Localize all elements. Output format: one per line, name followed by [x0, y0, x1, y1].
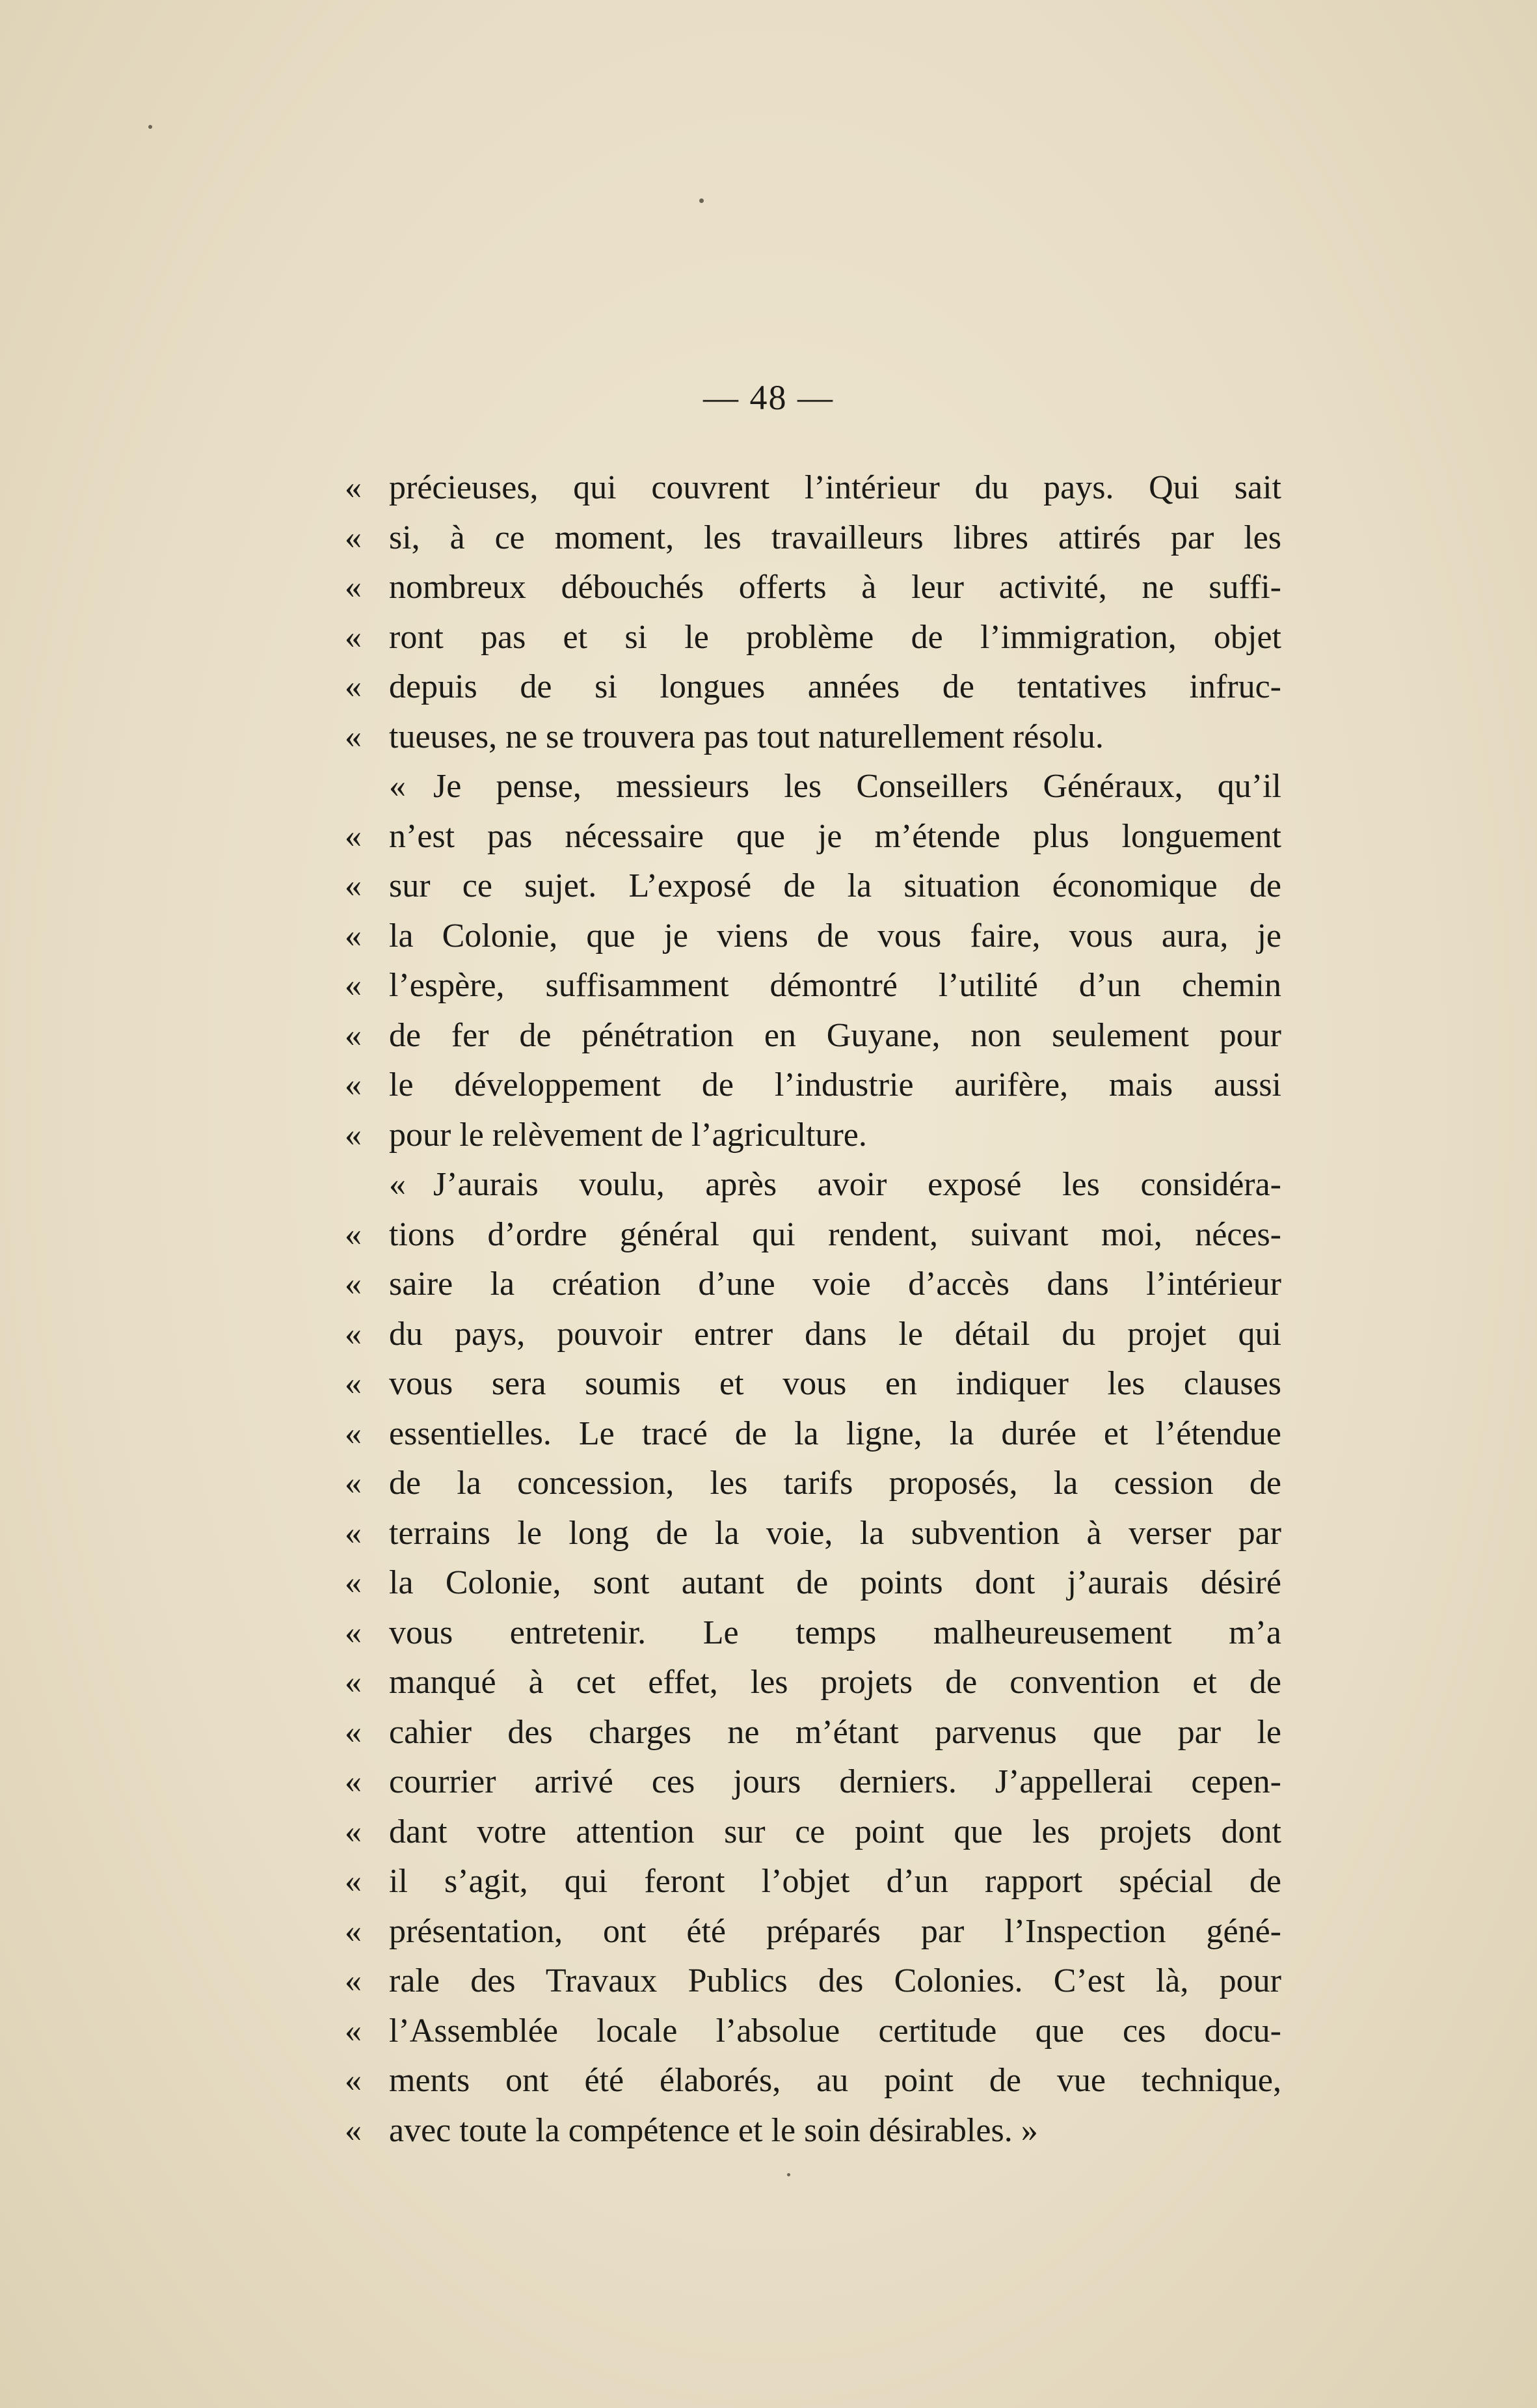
line-text: rale des Travaux Publics des Colonies. C’est là, pour: [389, 1962, 1281, 1999]
text-line: [345, 762, 1281, 812]
text-line: [345, 662, 1281, 712]
quote-mark: «: [345, 1962, 362, 1999]
line-text: du pays, pouvoir entrer dans le détail du projet qui: [389, 1315, 1281, 1353]
line-text: essentielles. Le tracé de la ligne, la durée et l’étendue: [389, 1414, 1281, 1452]
text-line: [345, 1260, 1281, 1310]
quote-mark: «: [345, 519, 362, 556]
text-line: [345, 1558, 1281, 1608]
line-text: terrains le long de la voie, la subvention à verser par: [389, 1514, 1281, 1552]
line-text: depuis de si longues années de tentatives infruc-: [389, 668, 1281, 705]
line-text: nombreux débouchés offerts à leur activité, ne suffi-: [389, 569, 1281, 606]
quote-mark: «: [345, 1465, 362, 1502]
quote-mark: «: [345, 1664, 362, 1701]
text-line: [345, 2106, 1281, 2156]
text-line: [345, 1857, 1281, 1907]
quote-mark: «: [345, 1514, 362, 1552]
ink-speck: [787, 2173, 790, 2176]
quote-mark: «: [345, 917, 362, 954]
quote-mark: «: [345, 1315, 362, 1353]
text-line: [345, 1757, 1281, 1807]
line-text: J’aurais voulu, après avoir exposé les considéra-: [433, 1166, 1281, 1203]
line-text: Je pense, messieurs les Conseillers Généraux, qu’il: [433, 768, 1281, 805]
quote-mark: «: [345, 668, 362, 705]
quote-mark: «: [345, 1912, 362, 1950]
quote-mark: «: [345, 2012, 362, 2050]
line-text: de fer de pénétration en Guyane, non seulement pour: [389, 1016, 1281, 1054]
quote-mark: «: [345, 1863, 362, 1900]
quote-mark: «: [345, 2111, 362, 2149]
body-text: [345, 463, 1281, 2156]
quote-mark: «: [345, 718, 362, 755]
quote-mark: «: [345, 1564, 362, 1601]
text-line: [345, 1409, 1281, 1459]
text-line: [345, 2007, 1281, 2057]
text-line: [345, 1956, 1281, 2007]
line-text: avec toute la compétence et le soin désirables. »: [389, 2111, 1038, 2149]
quote-mark: «: [345, 1614, 362, 1651]
quote-mark: «: [345, 1763, 362, 1800]
text-line: [345, 1807, 1281, 1858]
line-text: le développement de l’industrie aurifère, mais aussi: [389, 1066, 1281, 1103]
quote-mark: «: [345, 967, 362, 1004]
line-text: de la concession, les tarifs proposés, la cession de: [389, 1465, 1281, 1502]
line-text: ront pas et si le problème de l’immigration, objet: [389, 618, 1281, 656]
ink-speck: [699, 198, 704, 203]
page-number: — 48 —: [703, 378, 834, 417]
text-line: [345, 1509, 1281, 1559]
text-line: [345, 463, 1281, 513]
text-line: [345, 812, 1281, 862]
line-text: l’espère, suffisamment démontré l’utilité d’un chemin: [389, 967, 1281, 1004]
line-text: tueuses, ne se trouvera pas tout naturellement résolu.: [389, 718, 1104, 755]
line-text: saire la création d’une voie d’accès dans l’intérieur: [389, 1265, 1281, 1303]
quote-mark: «: [345, 2062, 362, 2099]
quote-mark: «: [389, 768, 406, 805]
text-line: [345, 613, 1281, 663]
line-text: la Colonie, sont autant de points dont j’aurais désiré: [389, 1564, 1281, 1601]
line-text: précieuses, qui couvrent l’intérieur du pays. Qui sait: [389, 469, 1281, 506]
text-line: [345, 513, 1281, 563]
line-text: sur ce sujet. L’exposé de la situation économique de: [389, 867, 1281, 904]
quote-mark: «: [345, 1066, 362, 1103]
line-text: ments ont été élaborés, au point de vue technique,: [389, 2062, 1281, 2099]
quote-mark: «: [389, 1166, 406, 1203]
text-line: [345, 1359, 1281, 1409]
text-line: [345, 1708, 1281, 1758]
quote-mark: «: [345, 569, 362, 606]
line-text: si, à ce moment, les travailleurs libres attirés par les: [389, 519, 1281, 556]
line-text: courrier arrivé ces jours derniers. J’appellerai cepen-: [389, 1763, 1281, 1800]
line-text: il s’agit, qui feront l’objet d’un rapport spécial de: [389, 1863, 1281, 1900]
text-line: [345, 912, 1281, 962]
text-line: [345, 1608, 1281, 1658]
text-line: [345, 1310, 1281, 1360]
quote-mark: «: [345, 1414, 362, 1452]
line-text: vous sera soumis et vous en indiquer les clauses: [389, 1365, 1281, 1402]
quote-mark: «: [345, 817, 362, 855]
quote-mark: «: [345, 618, 362, 656]
text-line: [345, 961, 1281, 1011]
text-line: [345, 861, 1281, 912]
line-text: l’Assemblée locale l’absolue certitude que ces docu-: [389, 2012, 1281, 2050]
line-text: manqué à cet effet, les projets de convention et de: [389, 1664, 1281, 1701]
quote-mark: «: [345, 1713, 362, 1751]
quote-mark: «: [345, 1116, 362, 1154]
text-line: [345, 1907, 1281, 1957]
ink-speck: [148, 125, 152, 129]
quote-mark: «: [345, 1365, 362, 1402]
line-text: cahier des charges ne m’étant parvenus que par le: [389, 1713, 1281, 1751]
line-text: n’est pas nécessaire que je m’étende plus longuement: [389, 817, 1281, 855]
text-line: [345, 1111, 1281, 1161]
text-line: [345, 712, 1281, 763]
text-line: [345, 1160, 1281, 1210]
line-text: tions d’ordre général qui rendent, suivant moi, néces-: [389, 1215, 1281, 1253]
line-text: dant votre attention sur ce point que les projets dont: [389, 1813, 1281, 1850]
quote-mark: «: [345, 867, 362, 904]
line-text: vous entretenir. Le temps malheureusement m’a: [389, 1614, 1281, 1651]
quote-mark: «: [345, 469, 362, 506]
text-line: [345, 563, 1281, 613]
quote-mark: «: [345, 1265, 362, 1303]
text-line: [345, 1210, 1281, 1260]
line-text: la Colonie, que je viens de vous faire, vous aura, je: [389, 917, 1281, 954]
text-line: [345, 1459, 1281, 1509]
quote-mark: «: [345, 1215, 362, 1253]
quote-mark: «: [345, 1016, 362, 1054]
line-text: présentation, ont été préparés par l’Inspection géné-: [389, 1912, 1281, 1950]
text-line: [345, 1658, 1281, 1708]
text-line: [345, 1011, 1281, 1061]
line-text: pour le relèvement de l’agriculture.: [389, 1116, 867, 1154]
text-line: [345, 1061, 1281, 1111]
text-line: [345, 2056, 1281, 2106]
quote-mark: «: [345, 1813, 362, 1850]
